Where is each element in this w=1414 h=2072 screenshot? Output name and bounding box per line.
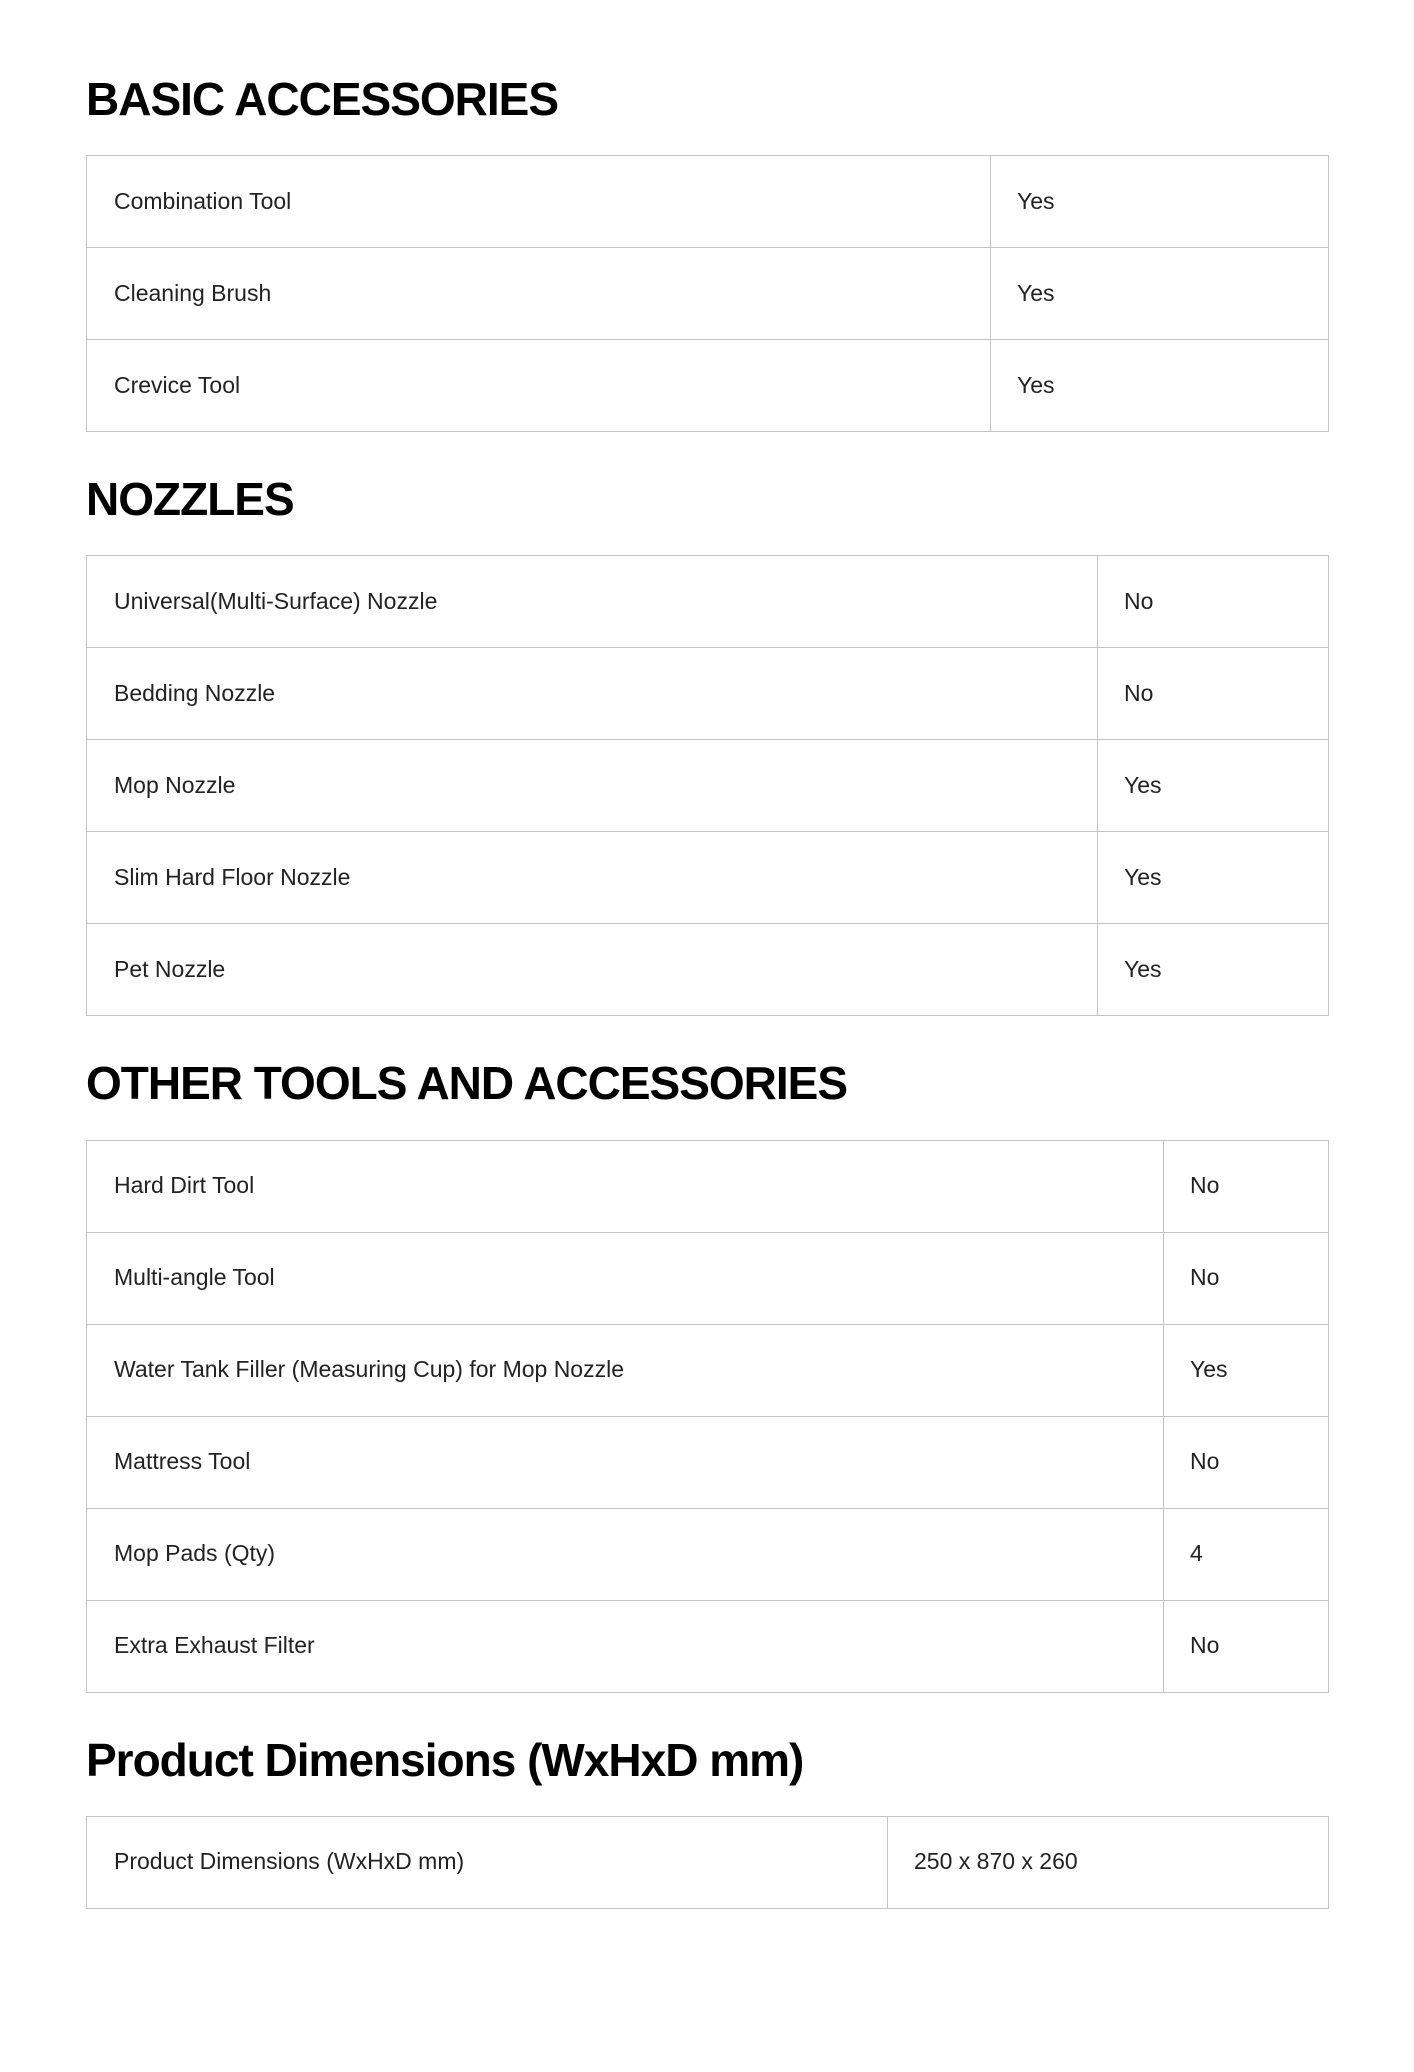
spec-value: Yes bbox=[991, 156, 1329, 248]
spec-value: Yes bbox=[991, 248, 1329, 340]
spec-label: Multi-angle Tool bbox=[87, 1232, 1164, 1324]
section-title: OTHER TOOLS AND ACCESSORIES bbox=[86, 1057, 848, 1110]
spec-label: Mattress Tool bbox=[87, 1416, 1164, 1508]
section-basic-accessories bbox=[86, 72, 1328, 432]
table-row bbox=[87, 740, 1329, 832]
spec-value: No bbox=[1098, 648, 1329, 740]
product-specs-page bbox=[0, 72, 1414, 2072]
table-row bbox=[87, 1508, 1329, 1600]
spec-label: Extra Exhaust Filter bbox=[87, 1600, 1164, 1692]
spec-value: Yes bbox=[1164, 1324, 1329, 1416]
spec-value: No bbox=[1164, 1232, 1329, 1324]
table-row bbox=[87, 556, 1329, 648]
table-row bbox=[87, 1600, 1329, 1692]
spec-table-other-tools bbox=[86, 1140, 1329, 1693]
spec-label: Cleaning Brush bbox=[87, 248, 991, 340]
spec-value: Yes bbox=[1098, 740, 1329, 832]
spec-label: Product Dimensions (WxHxD mm) bbox=[87, 1816, 888, 1908]
spec-label: Hard Dirt Tool bbox=[87, 1140, 1164, 1232]
section-title: BASIC ACCESSORIES bbox=[86, 73, 559, 125]
section-other-tools-and-accessories bbox=[86, 1056, 1328, 1692]
table-row bbox=[87, 1232, 1329, 1324]
spec-value: No bbox=[1098, 556, 1329, 648]
section-title: Product Dimensions (WxHxD mm) bbox=[86, 1733, 804, 1786]
table-row bbox=[87, 832, 1329, 924]
section-product-dimensions bbox=[86, 1733, 1328, 1909]
spec-label: Mop Pads (Qty) bbox=[87, 1508, 1164, 1600]
spec-value: 4 bbox=[1164, 1508, 1329, 1600]
table-row bbox=[87, 156, 1329, 248]
section-title: NOZZLES bbox=[86, 473, 294, 526]
spec-table-nozzles bbox=[86, 555, 1329, 1016]
spec-label: Universal(Multi-Surface) Nozzle bbox=[87, 556, 1098, 648]
table-row bbox=[87, 1140, 1329, 1232]
spec-label: Water Tank Filler (Measuring Cup) for Mop Nozzle bbox=[87, 1324, 1164, 1416]
section-nozzles bbox=[86, 472, 1328, 1016]
spec-value: No bbox=[1164, 1416, 1329, 1508]
spec-value: Yes bbox=[1098, 832, 1329, 924]
spec-label: Combination Tool bbox=[87, 156, 991, 248]
spec-value: Yes bbox=[991, 340, 1329, 432]
spec-value: No bbox=[1164, 1140, 1329, 1232]
table-row bbox=[87, 340, 1329, 432]
spec-value: Yes bbox=[1098, 924, 1329, 1016]
spec-label: Mop Nozzle bbox=[87, 740, 1098, 832]
table-row bbox=[87, 1324, 1329, 1416]
spec-label: Slim Hard Floor Nozzle bbox=[87, 832, 1098, 924]
spec-value: No bbox=[1164, 1600, 1329, 1692]
table-row bbox=[87, 924, 1329, 1016]
table-row bbox=[87, 1416, 1329, 1508]
table-row bbox=[87, 1816, 1329, 1908]
table-row bbox=[87, 648, 1329, 740]
spec-label: Pet Nozzle bbox=[87, 924, 1098, 1016]
spec-label: Bedding Nozzle bbox=[87, 648, 1098, 740]
spec-table-basic-accessories bbox=[86, 155, 1329, 432]
spec-table-product-dimensions bbox=[86, 1816, 1329, 1909]
table-row bbox=[87, 248, 1329, 340]
spec-label: Crevice Tool bbox=[87, 340, 991, 432]
spec-value: 250 x 870 x 260 bbox=[888, 1816, 1329, 1908]
